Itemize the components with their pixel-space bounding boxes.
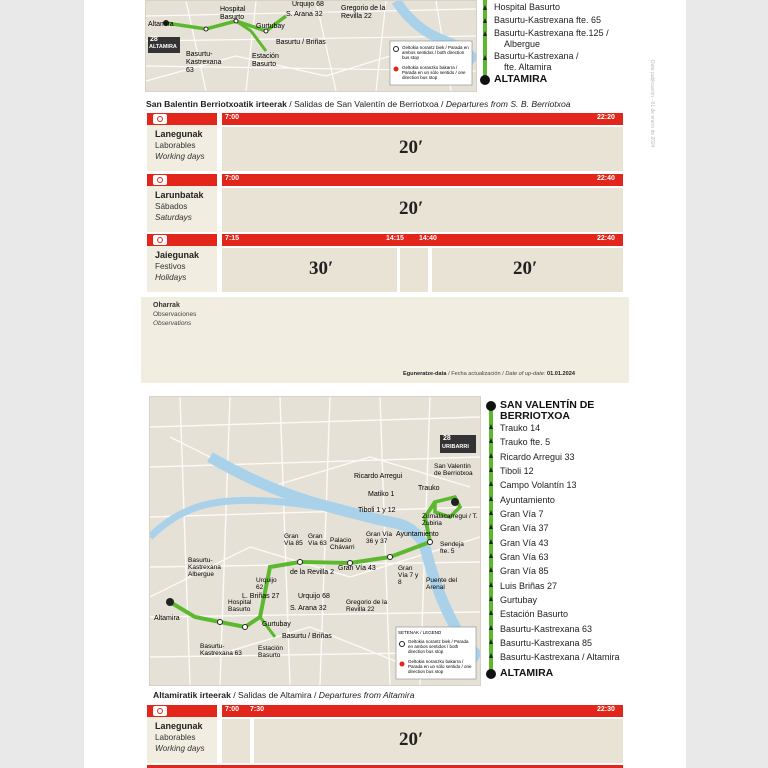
stop-item: fte. Altamira: [504, 62, 552, 72]
map-label: Basurtu-Kastrexana Albergue: [188, 557, 221, 578]
line-badge-name: ALTAMIRA: [149, 44, 177, 50]
observations-en: Observations: [153, 320, 192, 327]
time-bar: [222, 174, 623, 186]
section-title-departures-berriotxoa: San Balentin Berriotxoatik irteerak / Salidas de San Valentín de Berriotxoa / Departures from S. B. Berriotxoa: [146, 99, 571, 109]
map-label: Basurtu / Briñas: [282, 633, 332, 640]
terminal-stop: BERRIOTXOA: [500, 410, 571, 422]
day-en: Holidays: [155, 273, 187, 282]
day-header: [147, 234, 217, 246]
terminal-stop: ALTAMIRA: [494, 73, 548, 85]
map-label: Hospital Basurto: [220, 6, 246, 21]
bus-clock-icon: [153, 114, 167, 124]
day-en: Working days: [155, 744, 205, 753]
schedule-row-working-days-altamira: [147, 705, 627, 763]
map-label: Altamira: [148, 21, 174, 28]
stop-item: Tiboli 12: [500, 466, 534, 476]
title-en: Departures from S. B. Berriotxoa: [445, 99, 571, 109]
route-map-bottom: [149, 396, 481, 686]
stop-item: Basurtu-Kastrexana /: [494, 51, 579, 61]
frequency-value: 20′: [399, 729, 424, 750]
time-break-end: 14:40: [419, 235, 437, 242]
title-eu: San Balentin Berriotxoatik irteerak: [146, 99, 287, 109]
terminal-stop: ALTAMIRA: [500, 667, 554, 679]
time-second: 7:30: [250, 706, 265, 713]
stop-list-top: [478, 0, 658, 92]
stop-list-bottom: [484, 398, 644, 688]
line-badge-number: 28: [150, 36, 158, 43]
map-label: Gran Vía 43: [338, 565, 376, 572]
map-label: Ayuntamiento: [396, 531, 439, 538]
map-label: Sendeja fte. 5: [440, 541, 464, 555]
map-label: Urquijo 68: [292, 1, 324, 8]
update-eu: Eguneratze-data: [403, 371, 447, 377]
stop-item: Gran Vía 63: [500, 552, 549, 562]
map-label: Gurtubay: [262, 621, 291, 628]
map-label: Gran Vía 85: [284, 533, 303, 547]
frequency-gap-cell: [222, 719, 250, 763]
frequency-value: 20′: [399, 137, 424, 158]
map-label: Palacio Chávarri: [330, 537, 355, 551]
title-en: Departures from Altamira: [318, 690, 415, 700]
stop-item: Gran Vía 43: [500, 538, 549, 548]
update-date: 01.01.2024: [547, 371, 575, 377]
map-label: Basurtu / Briñas: [276, 39, 326, 46]
stop-item: Luis Briñas 27: [500, 581, 558, 591]
map-label: Estación Basurto: [258, 645, 283, 659]
map-label: Basurtu-Kastrexana 63: [186, 51, 222, 74]
publication-note: Data publicación · 01 de enero de 2024: [649, 60, 655, 148]
observations-box: [141, 297, 629, 383]
stop-item: Gurtubay: [500, 595, 538, 605]
map-label: L. Briñas 27: [242, 593, 280, 600]
map-legend-item: Geltokia noranzko bakarra / Parada en un sólo sentido / one direction bus stop: [402, 65, 466, 80]
day-header: [147, 113, 217, 125]
map-label: Tiboli 1 y 12: [358, 507, 396, 514]
update-date-line: Eguneratze-data / Fecha actualización / Date of up-date: 01.01.2024: [403, 371, 575, 377]
stop-item: Trauko 14: [500, 423, 541, 433]
map-label: Gregorio de la Revilla 22: [341, 5, 386, 20]
map-label: Altamira: [154, 615, 180, 622]
schedule-row-working-days: [147, 113, 627, 171]
day-es: Laborables: [155, 733, 196, 742]
title-es: Salidas de Altamira: [238, 690, 312, 700]
line-badge-number: 28: [443, 435, 451, 442]
stop-item: Albergue: [504, 39, 541, 49]
bus-clock-icon: [153, 706, 167, 716]
day-en: Working days: [155, 152, 205, 161]
time-end: 22:40: [597, 235, 615, 242]
stop-item: Gran Vía 85: [500, 566, 549, 576]
map-label: Zumalacarregui / T. Zubiria: [422, 513, 478, 527]
map-label: Trauko: [418, 485, 440, 492]
map-legend-item: Geltokia norantz biek / Parada en ambos sentidos / both direction bus stop: [402, 45, 469, 60]
title-es: Salidas de San Valentín de Berriotxoa: [294, 99, 439, 109]
map-label: Urquijo 62: [256, 577, 277, 591]
time-break-start: 14:15: [386, 235, 404, 242]
day-eu: Lanegunak: [155, 721, 203, 731]
stop-item: Gran Vía 37: [500, 523, 549, 533]
map-label: S. Arana 32: [286, 11, 323, 18]
map-label: de la Revilla 2: [290, 569, 334, 576]
map-label: Gregorio de la Revilla 22: [346, 599, 388, 613]
line-badge-name: URIBARRI: [442, 444, 469, 450]
day-header: [147, 174, 217, 186]
stop-item: Ayuntamiento: [500, 495, 555, 505]
map-label: Urquijo 68: [298, 593, 330, 600]
frequency-value: 30′: [309, 258, 334, 279]
stop-item: Basurtu-Kastrexana fte. 65: [494, 15, 602, 25]
map-label: Hospital Basurto: [228, 599, 252, 613]
stop-item: Hospital Basurto: [494, 2, 561, 12]
day-eu: Lanegunak: [155, 129, 203, 139]
frequency-cell: [254, 719, 623, 763]
time-start: 7:00: [225, 706, 240, 713]
time-bar: [222, 113, 623, 125]
map-legend-item: Geltokia norantz biek / Parada en ambos sentidos / both direction bus stop: [408, 639, 469, 654]
day-eu: Jaiegunak: [155, 250, 200, 260]
route-map-top: [145, 0, 477, 92]
map-label: Matiko 1: [368, 491, 395, 498]
map-label: S. Arana 32: [290, 605, 327, 612]
day-eu: Larunbatak: [155, 190, 204, 200]
stop-item: Trauko fte. 5: [500, 437, 551, 447]
map-label: Basurtu-Kastrexana 63: [200, 643, 242, 657]
update-es: Fecha actualización: [451, 371, 501, 377]
bus-clock-icon: [153, 175, 167, 185]
time-end: 22:40: [597, 175, 615, 182]
day-es: Festivos: [155, 262, 186, 271]
frequency-value: 20′: [399, 198, 424, 219]
map-label: Estación Basurto: [252, 53, 279, 68]
time-start: 7:00: [225, 114, 240, 121]
map-label: Gran Vía 7 y 8: [398, 565, 419, 586]
day-header: [147, 705, 217, 717]
time-start: 7:00: [225, 175, 240, 182]
stop-item: Basurtu-Kastrexana / Altamira: [500, 652, 620, 662]
map-label: San Valentín de Berriotxoa: [434, 463, 473, 477]
observations-es: Observaciones: [153, 311, 197, 318]
stop-item: Estación Basurto: [500, 609, 569, 619]
day-en: Saturdays: [155, 213, 192, 222]
schedule-row-holidays: [147, 234, 627, 292]
time-end: 22:20: [597, 114, 615, 121]
map-label: Gurtubay: [256, 23, 285, 30]
map-label: Ricardo Arregui: [354, 473, 403, 480]
stop-item: Ricardo Arregui 33: [500, 452, 575, 462]
title-eu: Altamiratik irteerak: [153, 690, 231, 700]
update-en: Date of up-date:: [505, 371, 546, 377]
stop-item: Basurtu-Kastrexana fte.125 /: [494, 28, 609, 38]
time-start: 7:15: [225, 235, 240, 242]
section-title-departures-altamira: Altamiratik irteerak / Salidas de Altamira / Departures from Altamira: [153, 690, 415, 700]
day-es: Sábados: [155, 202, 188, 211]
stop-item: Gran Vía 7: [500, 509, 544, 519]
map-label: Gran Vía 63: [308, 533, 327, 547]
map-label: Gran Vía 36 y 37: [366, 531, 393, 545]
day-es: Laborables: [155, 141, 196, 150]
time-bar: [222, 705, 623, 717]
frequency-gap-cell: [400, 248, 428, 292]
terminal-stop: SAN VALENTÍN DE: [500, 399, 595, 411]
bus-clock-icon: [153, 235, 167, 245]
schedule-row-saturdays: [147, 174, 627, 232]
time-end: 22:30: [597, 706, 615, 713]
map-label: Puente del Arenal: [426, 577, 458, 591]
observations-eu: Oharrak: [153, 302, 180, 309]
map-legend-item: Geltokia noranzko bakarra / Parada en un sólo sentido / one direction bus stop: [408, 659, 472, 674]
frequency-value: 20′: [513, 258, 538, 279]
stop-item: Basurtu-Kastrexana 85: [500, 638, 593, 648]
map-legend-title: SETENAK / LEGEND: [398, 630, 442, 635]
stop-item: Basurtu-Kastrexana 63: [500, 624, 593, 634]
stop-item: Campo Volantín 13: [500, 480, 577, 490]
